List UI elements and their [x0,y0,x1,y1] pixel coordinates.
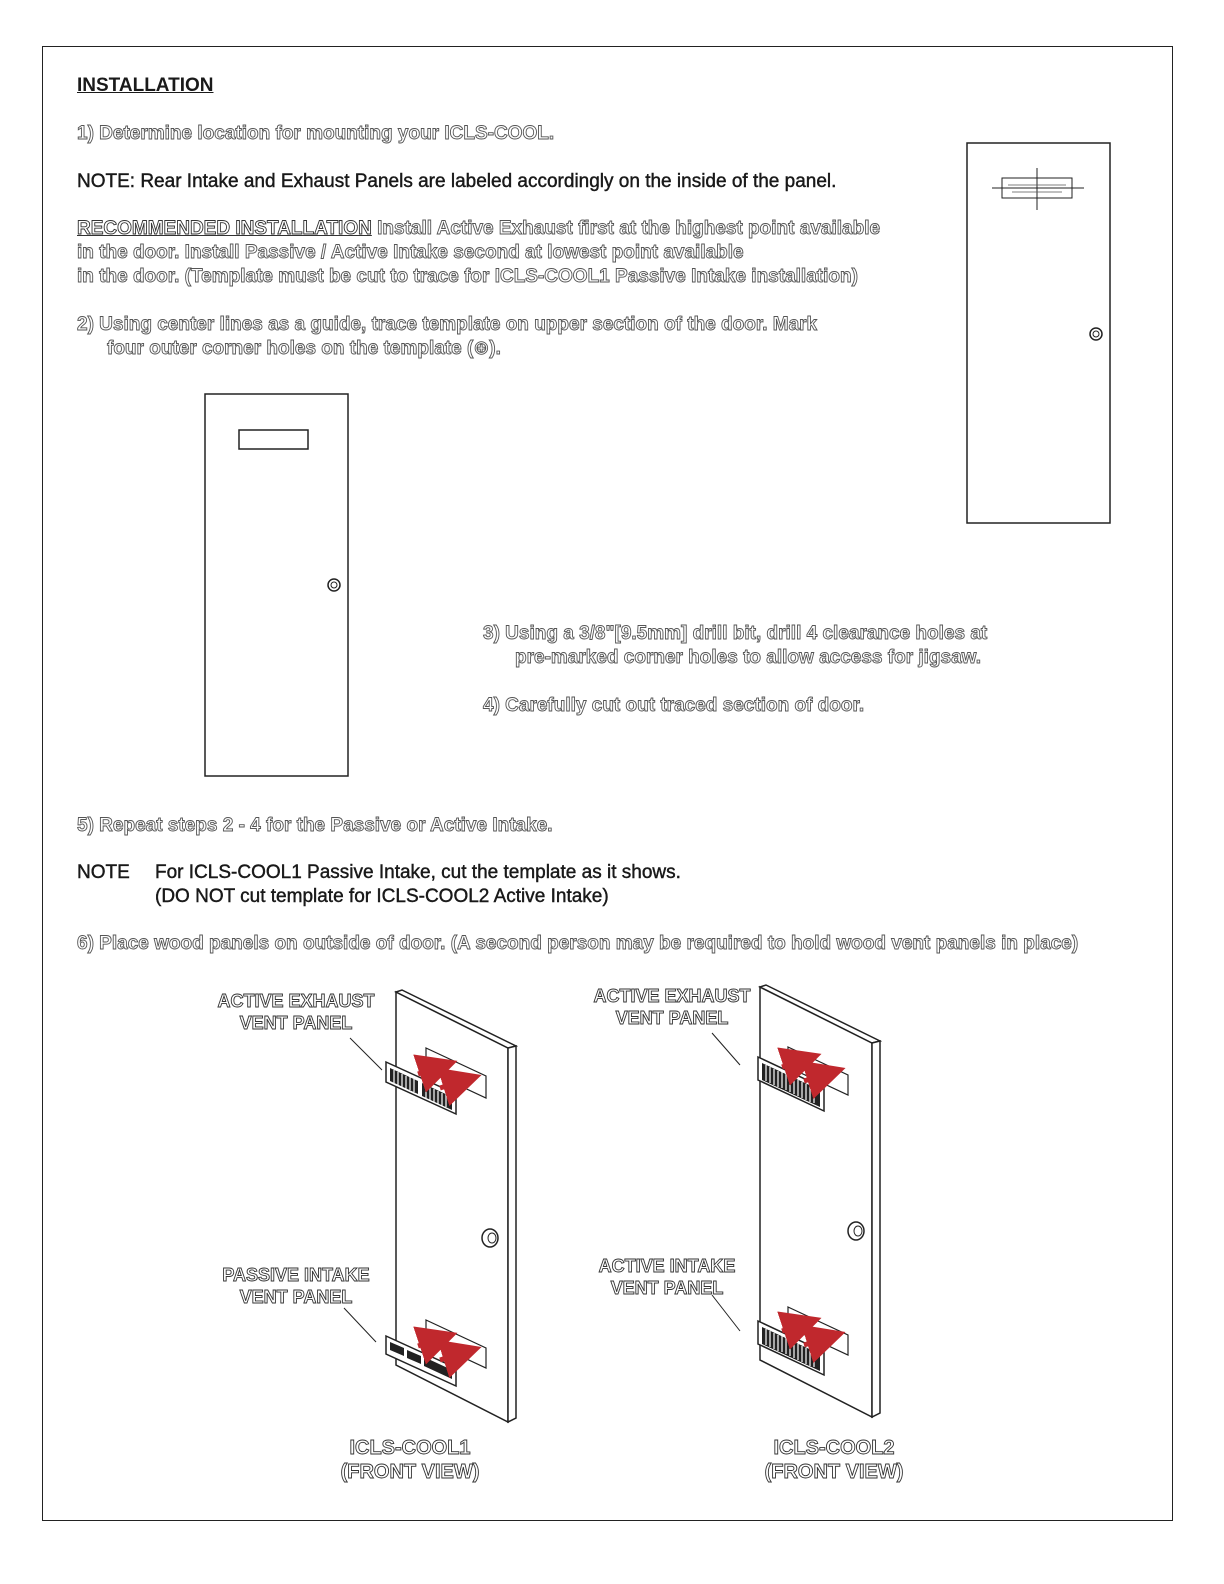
door-outline [967,143,1110,523]
step-1: 1) Determine location for mounting your ICLS-COOL. [77,123,555,144]
door-knob-icon [1090,328,1102,340]
step-5: 5) Repeat steps 2 - 4 for the Passive or Active Intake. [77,815,553,836]
door-cutout-diagram [204,393,350,779]
fig2-top-leader [712,1033,740,1065]
fig1-top-label-1: ACTIVE EXHAUST [217,991,375,1011]
fig2-top-label-2: VENT PANEL [615,1008,729,1028]
fig1-caption-1: ICLS-COOL1 [349,1437,471,1459]
fig2-top-label-1: ACTIVE EXHAUST [593,986,751,1006]
fig1-bottom-label-1: PASSIVE INTAKE [222,1265,370,1285]
recommended-line-3: in the door. (Template must be cut to trace for ICLS-COOL1 Passive Intake installation) [77,266,858,287]
step-4: 4) Carefully cut out traced section of door. [483,695,865,716]
fig1-bottom-leader [344,1308,376,1342]
step-3-line-2: pre-marked corner holes to allow access for jigsaw. [515,647,982,668]
fig2-caption-1: ICLS-COOL2 [773,1437,895,1459]
note-2-line-1: For ICLS-COOL1 Passive Intake, cut the template as it shows. [155,862,681,883]
step-3-line-1: 3) Using a 3/8"[9.5mm] drill bit, drill 4 clearance holes at [483,623,988,644]
fig2-bottom-label-2: VENT PANEL [610,1278,724,1298]
fig2-caption-2: (FRONT VIEW) [764,1461,904,1483]
fig1-bottom-label-2: VENT PANEL [239,1287,353,1307]
step-6: 6) Place wood panels on outside of door. (A second person may be required to hold wood vent panels in place) [77,933,1079,954]
step-2-line-2: four outer corner holes on the template (⊕). [107,338,501,359]
cutout-rectangle [239,430,308,449]
fig2-bottom-leader [712,1295,740,1331]
door-outline [205,394,348,776]
note-2-label: NOTE [77,862,130,883]
section-heading: INSTALLATION [77,75,214,96]
door-knob-icon [328,579,340,591]
recommended-line-1 [77,217,880,241]
recommended-text-1: Install Active Exhaust first at the highest point available [371,218,881,239]
fig1-door-diagram [330,990,530,1430]
recommended-label: RECOMMENDED INSTALLATION [77,218,372,239]
fig1-top-leader [350,1038,382,1070]
note-1: NOTE: Rear Intake and Exhaust Panels are labeled accordingly on the inside of the panel. [77,171,837,192]
door-template-diagram [966,142,1112,526]
note-2-line-2: (DO NOT cut template for ICLS-COOL2 Active Intake) [155,886,609,907]
fig2-bottom-label-1: ACTIVE INTAKE [598,1256,736,1276]
fig1-top-label-2: VENT PANEL [239,1013,353,1033]
fig1-caption-2: (FRONT VIEW) [340,1461,480,1483]
step-2-line-1: 2) Using center lines as a guide, trace template on upper section of the door. Mark [77,314,818,335]
recommended-line-2: in the door. Install Passive / Active Intake second at lowest point available [77,242,744,263]
fig2-door-diagram [700,985,900,1425]
